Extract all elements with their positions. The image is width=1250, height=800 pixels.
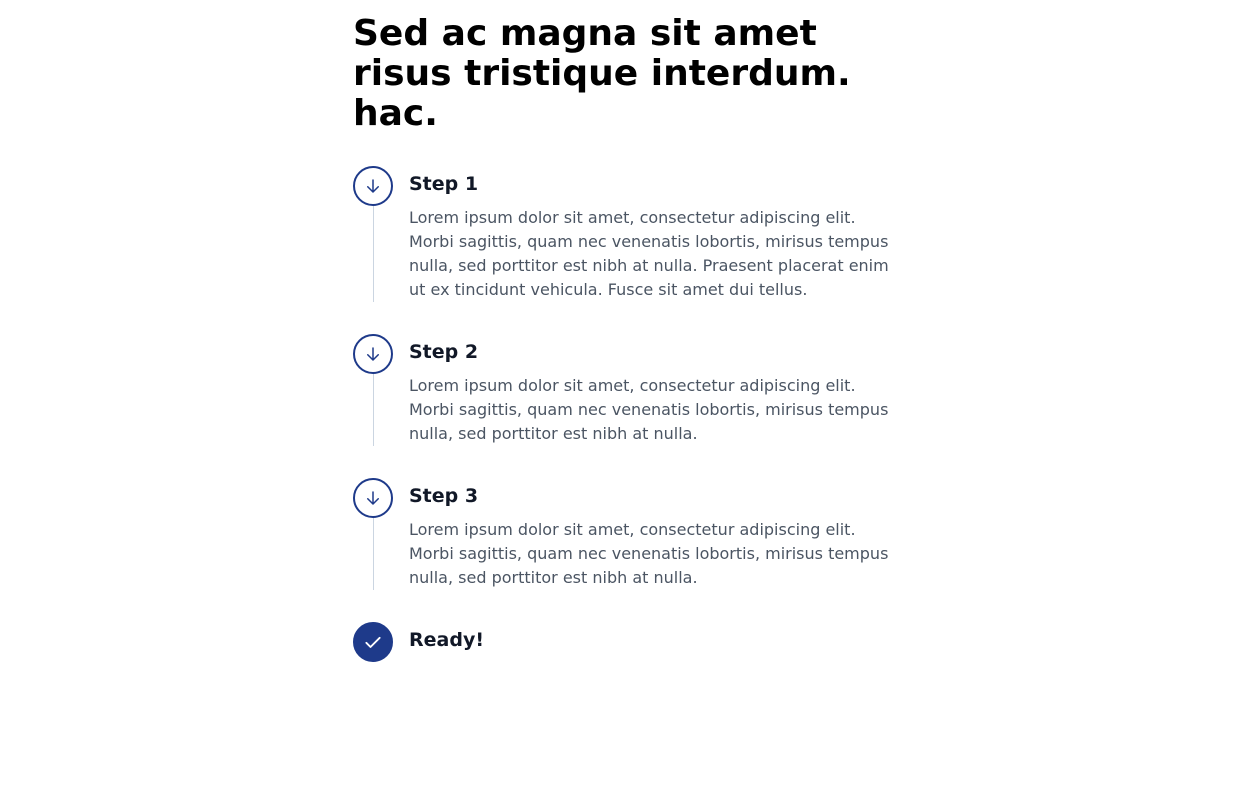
step-1 <box>353 166 898 334</box>
connector-line <box>373 374 374 446</box>
step-1-marker <box>353 166 393 206</box>
connector-line <box>373 518 374 590</box>
step-title: Step 1 <box>409 173 479 195</box>
step-title: Ready! <box>409 629 484 651</box>
step-description: Lorem ipsum dolor sit amet, consectetur adipiscing elit. Morbi sagittis, quam nec venenatis lobortis, mirisus tempus nulla, sed porttitor est nibh at nulla. Praesent placerat enim ut ex tincidunt vehicula. Fusce sit amet dui tellus. <box>409 208 889 299</box>
arrow-down-icon <box>364 177 382 195</box>
step-3 <box>353 478 898 622</box>
step-ready <box>353 622 898 662</box>
steps-section <box>353 14 898 662</box>
step-3-marker <box>353 478 393 518</box>
connector-line <box>373 206 374 302</box>
step-title: Step 3 <box>409 485 479 507</box>
step-description: Lorem ipsum dolor sit amet, consectetur adipiscing elit. Morbi sagittis, quam nec venenatis lobortis, mirisus tempus nulla, sed porttitor est nibh at nulla. <box>409 520 889 587</box>
arrow-down-icon <box>364 489 382 507</box>
step-2 <box>353 334 898 478</box>
step-2-marker <box>353 334 393 374</box>
arrow-down-icon <box>364 345 382 363</box>
step-title: Step 2 <box>409 341 479 363</box>
page-title: Sed ac magna sit amet risus tristique interdum. hac. <box>353 13 851 134</box>
step-description: Lorem ipsum dolor sit amet, consectetur adipiscing elit. Morbi sagittis, quam nec venenatis lobortis, mirisus tempus nulla, sed porttitor est nibh at nulla. <box>409 376 889 443</box>
check-icon <box>363 632 383 652</box>
ready-marker <box>353 622 393 662</box>
